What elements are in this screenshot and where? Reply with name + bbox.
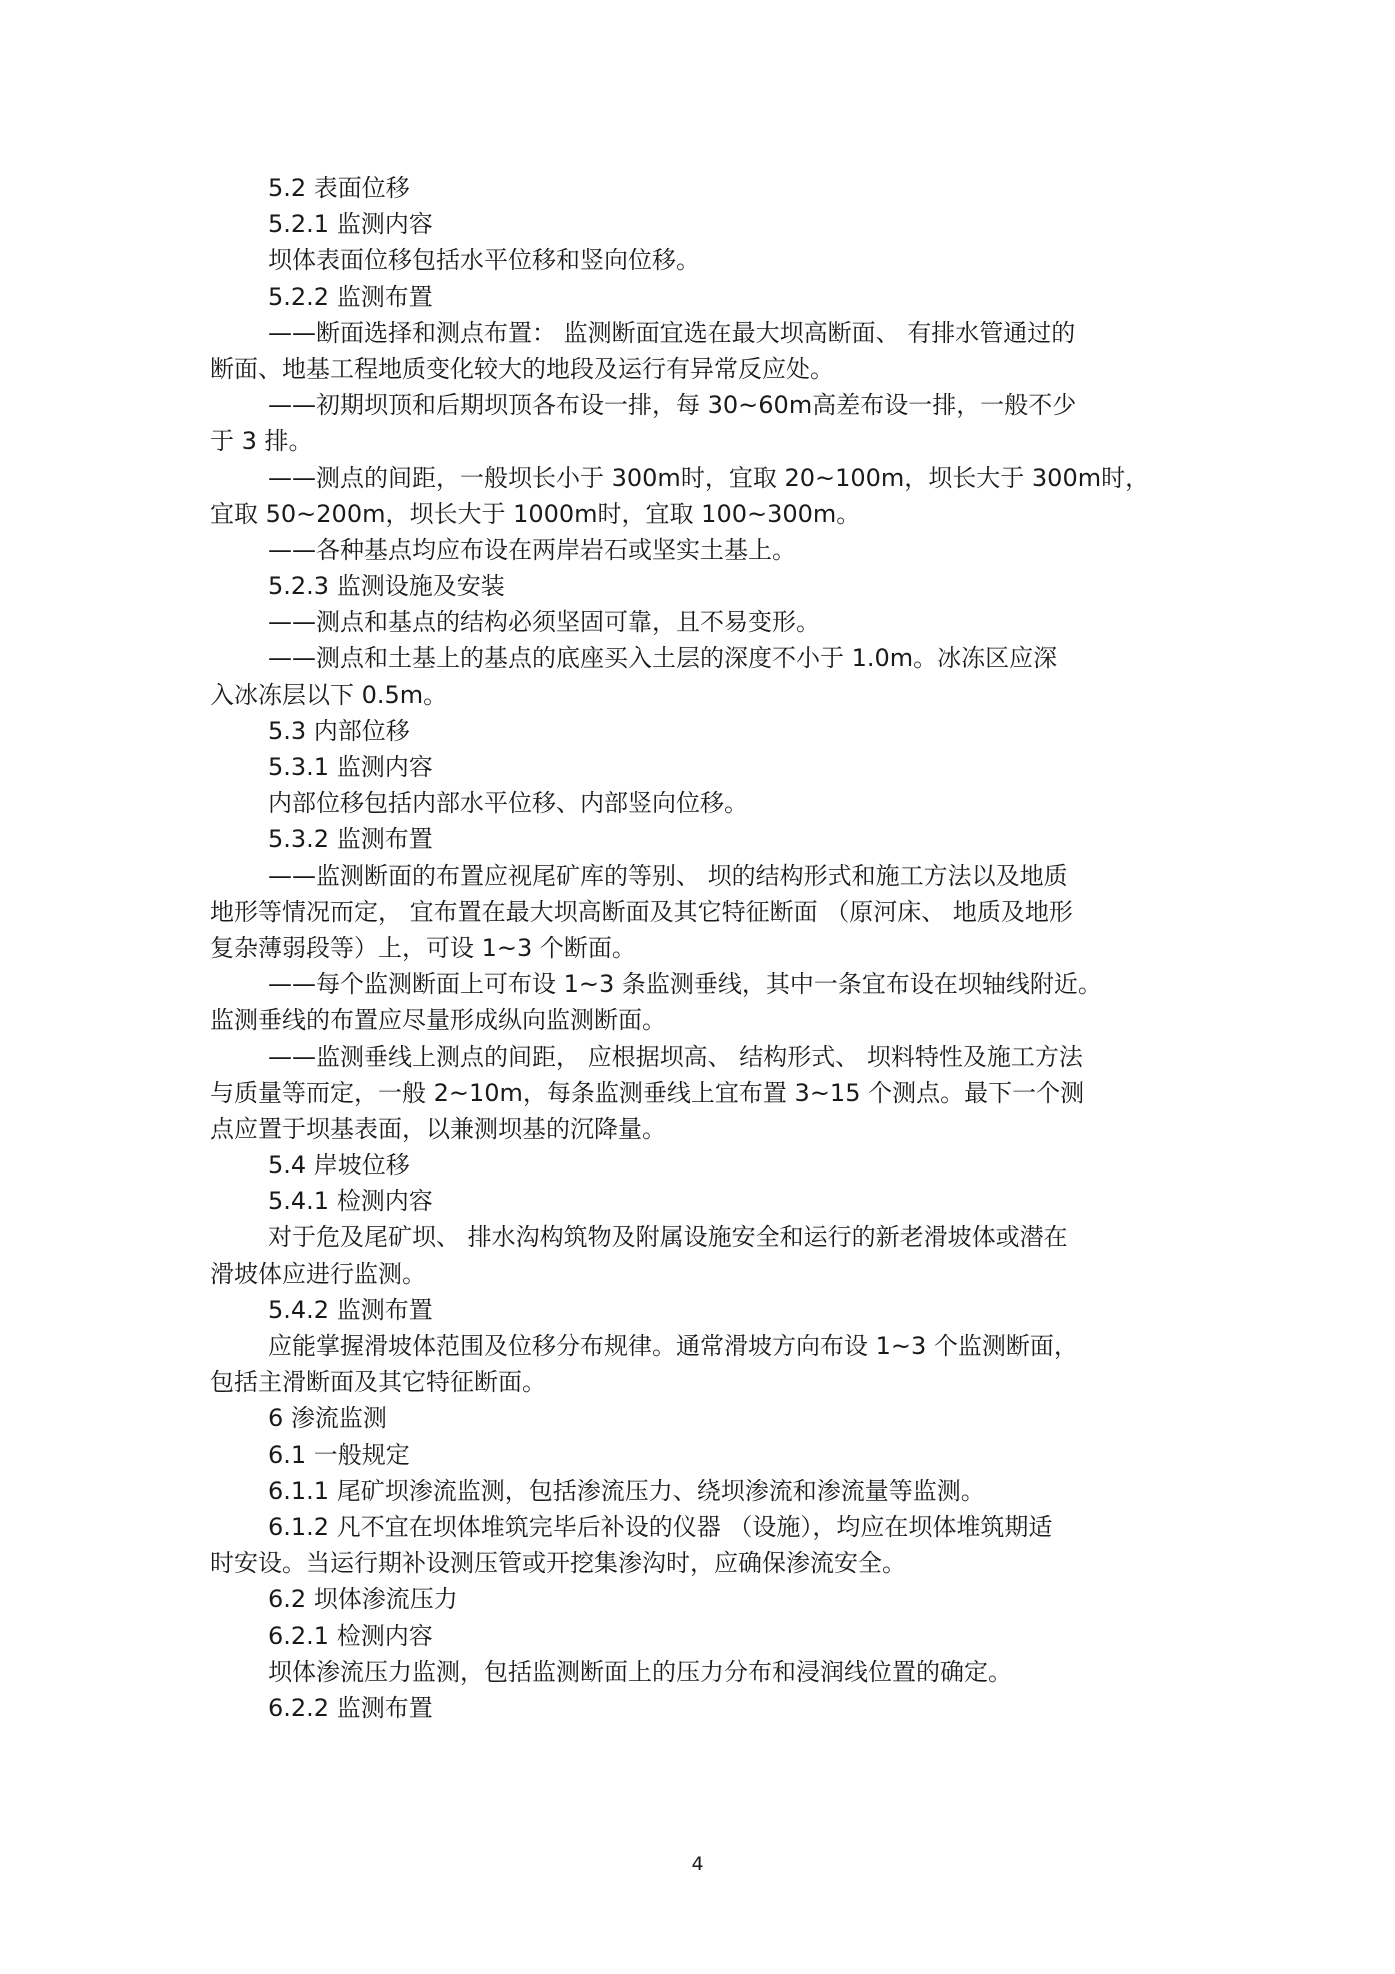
text-line: 6.1.1 尾矿坝渗流监测，包括渗流压力、绕坝渗流和渗流量等监测。 (268, 1476, 985, 1505)
text-line: 5.2.3 监测设施及安装 (268, 572, 505, 601)
text-line: 断面、地基工程地质变化较大的地段及运行有异常反应处。 (210, 354, 834, 383)
text-line: 滑坡体应进行监测。 (210, 1259, 426, 1288)
text-line: ——每个监测断面上可布设 1~3 条监测垂线，其中一条宜布设在坝轴线附近。 (268, 970, 1102, 999)
text-line: 坝体表面位移包括水平位移和竖向位移。 (268, 246, 700, 275)
text-line: 时安设。当运行期补设测压管或开挖集渗沟时，应确保渗流安全。 (210, 1549, 906, 1578)
text-line: 入冰冻层以下 0.5m。 (210, 680, 448, 709)
text-line: 5.3.1 监测内容 (268, 753, 433, 781)
text-line: ——测点和土基上的基点的底座买入土层的深度不小于 1.0m。冰冻区应深 (268, 644, 1058, 673)
text-line: ——断面选择和测点布置： 监测断面宜选在最大坝高断面、 有排水管通过的 (268, 318, 1076, 347)
text-line: 5.4 岸坡位移 (268, 1151, 410, 1180)
text-line: 6.1 一般规定 (268, 1440, 410, 1469)
text-line: 6.2.1 检测内容 (268, 1621, 433, 1650)
text-line: 与质量等而定，一般 2~10m，每条监测垂线上宜布置 3~15 个测点。最下一个测 (210, 1078, 1085, 1107)
text-line: 包括主滑断面及其它特征断面。 (210, 1368, 546, 1397)
text-line: ——监测断面的布置应视尾矿库的等别、 坝的结构形式和施工方法以及地质 (268, 861, 1068, 890)
text-line: 点应置于坝基表面，以兼测坝基的沉降量。 (210, 1114, 666, 1143)
text-line: 6.2.2 监测布置 (268, 1693, 433, 1722)
text-line: ——初期坝顶和后期坝顶各布设一排，每 30~60m高差布设一排，一般不少 (268, 391, 1077, 420)
body-text (210, 170, 1180, 1726)
text-line: 应能掌握滑坡体范围及位移分布规律。通常滑坡方向布设 1~3 个监测断面， (268, 1332, 1078, 1360)
text-line: 6.2 坝体渗流压力 (268, 1585, 458, 1614)
text-line: 6 渗流监测 (268, 1404, 387, 1433)
text-line: 内部位移包括内部水平位移、内部竖向位移。 (268, 789, 748, 818)
text-line: 5.3.2 监测布置 (268, 825, 433, 854)
text-line: 5.4.1 检测内容 (268, 1187, 433, 1216)
text-line: 地形等情况而定， 宜布置在最大坝高断面及其它特征断面 （原河床、 地质及地形 (210, 897, 1073, 926)
text-line: 宜取 50~200m，坝长大于 1000m时，宜取 100~300m。 (210, 499, 861, 528)
text-line: ——各种基点均应布设在两岸岩石或坚实土基上。 (268, 535, 796, 564)
text-line: 复杂薄弱段等）上，可设 1~3 个断面。 (210, 933, 636, 962)
text-line: 于 3 排。 (210, 427, 313, 456)
text-line: 5.2 表面位移 (268, 174, 410, 202)
text-line: 5.2.2 监测布置 (268, 282, 433, 311)
text-line: 5.4.2 监测布置 (268, 1295, 433, 1324)
page-number: 4 (691, 1853, 704, 1875)
text-line: 监测垂线的布置应尽量形成纵向监测断面。 (210, 1006, 666, 1035)
text-line: 6.1.2 凡不宜在坝体堆筑完毕后补设的仪器 （设施），均应在坝体堆筑期适 (268, 1512, 1053, 1541)
text-line: 5.3 内部位移 (268, 716, 410, 745)
text-line: ——监测垂线上测点的间距， 应根据坝高、 结构形式、 坝料特性及施工方法 (268, 1042, 1083, 1071)
text-line: ——测点和基点的结构必须坚固可靠，且不易变形。 (268, 608, 820, 637)
text-line: ——测点的间距，一般坝长小于 300m时，宜取 20~100m，坝长大于 300m时， (268, 463, 1150, 492)
text-line: 5.2.1 监测内容 (268, 210, 433, 239)
text-line: 坝体渗流压力监测，包括监测断面上的压力分布和浸润线位置的确定。 (268, 1657, 1012, 1686)
text-line: 对于危及尾矿坝、 排水沟构筑物及附属设施安全和运行的新老滑坡体或潜在 (268, 1223, 1068, 1252)
